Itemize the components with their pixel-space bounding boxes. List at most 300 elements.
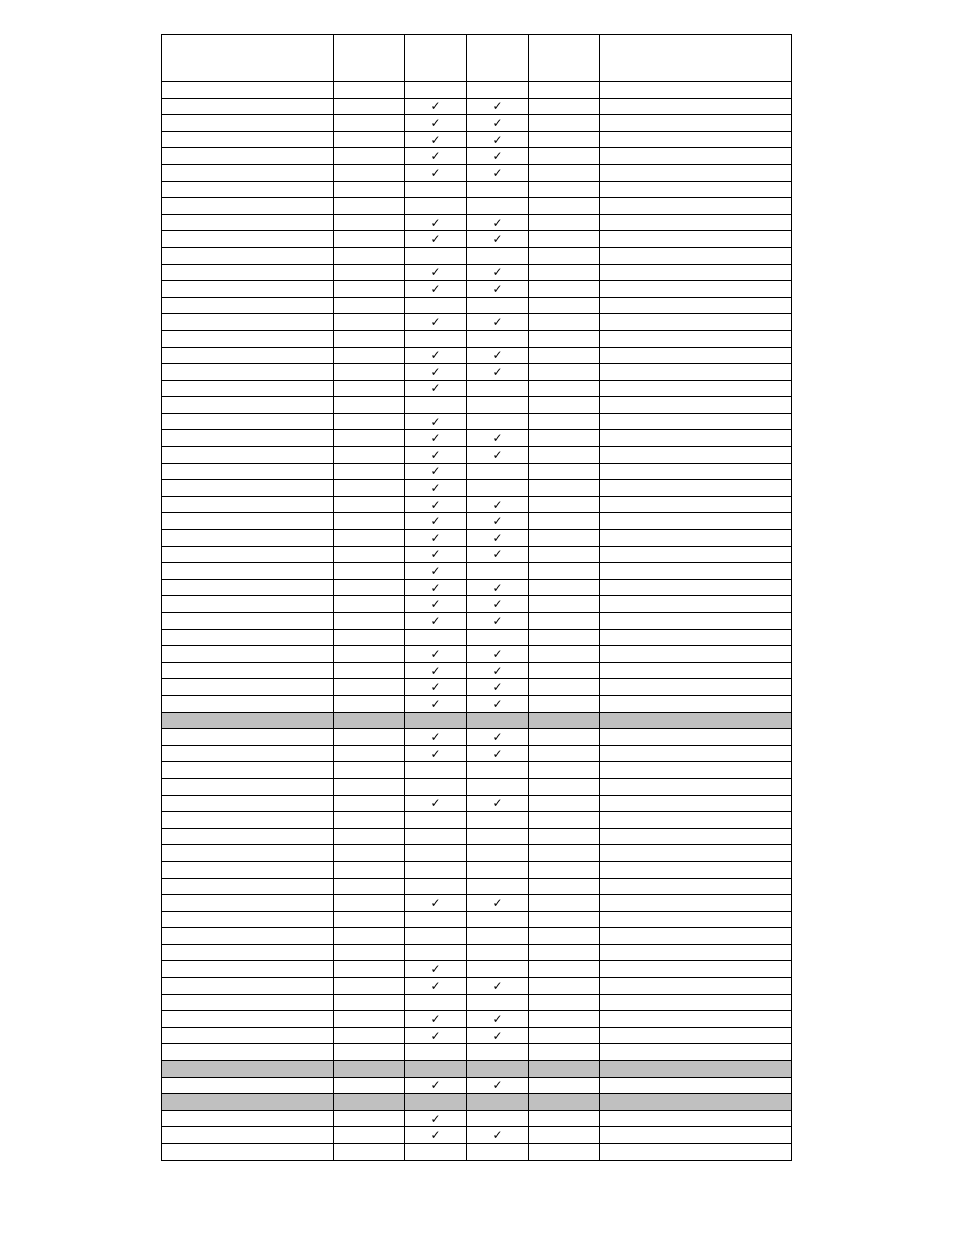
check-cell-a	[405, 795, 467, 812]
table-cell	[600, 546, 792, 563]
table-row	[162, 729, 792, 746]
table-row	[162, 1061, 792, 1078]
table-cell	[600, 563, 792, 580]
table-row	[162, 1044, 792, 1061]
table-row	[162, 1077, 792, 1094]
table-cell	[334, 712, 405, 729]
table-row	[162, 82, 792, 99]
table-cell	[529, 347, 600, 364]
table-row	[162, 380, 792, 397]
check-cell-b	[467, 1094, 529, 1111]
check-mark-icon: ✓	[430, 796, 441, 811]
check-mark-icon: ✓	[492, 530, 503, 545]
table-cell	[162, 695, 334, 712]
table-cell	[600, 214, 792, 231]
table-cell	[334, 563, 405, 580]
table-row	[162, 463, 792, 480]
check-cell-a	[405, 264, 467, 281]
table-cell	[334, 695, 405, 712]
table-cell	[600, 795, 792, 812]
table-cell	[600, 895, 792, 912]
table-cell	[529, 1110, 600, 1127]
check-mark-icon: ✓	[430, 431, 441, 446]
check-cell-a	[405, 961, 467, 978]
table-cell	[334, 778, 405, 795]
table-cell	[600, 978, 792, 995]
table-cell	[162, 1077, 334, 1094]
table-cell	[529, 364, 600, 381]
table-cell	[162, 961, 334, 978]
table-cell	[162, 712, 334, 729]
table-cell	[162, 397, 334, 414]
check-mark-icon: ✓	[430, 481, 441, 496]
table-cell	[529, 928, 600, 945]
check-cell-a	[405, 1110, 467, 1127]
check-mark-icon: ✓	[430, 978, 441, 993]
check-mark-icon: ✓	[430, 1028, 441, 1043]
table-row	[162, 613, 792, 630]
table-cell	[600, 1061, 792, 1078]
check-cell-b	[467, 447, 529, 464]
table-cell	[600, 596, 792, 613]
check-cell-a	[405, 1044, 467, 1061]
table-cell	[529, 1027, 600, 1044]
table-cell	[529, 413, 600, 430]
table-cell	[529, 82, 600, 99]
check-mark-icon: ✓	[430, 132, 441, 147]
check-cell-b	[467, 745, 529, 762]
table-cell	[600, 447, 792, 464]
check-mark-icon: ✓	[430, 348, 441, 363]
table-cell	[600, 513, 792, 530]
check-mark-icon: ✓	[430, 447, 441, 462]
table-row	[162, 978, 792, 995]
table-cell	[529, 181, 600, 198]
table-cell	[334, 928, 405, 945]
table-row	[162, 861, 792, 878]
table-cell	[162, 828, 334, 845]
table-cell	[334, 131, 405, 148]
check-mark-icon: ✓	[492, 696, 503, 711]
header-cell	[334, 35, 405, 82]
table-cell	[600, 1127, 792, 1144]
table-cell	[529, 447, 600, 464]
check-cell-b	[467, 978, 529, 995]
table-cell	[600, 845, 792, 862]
table-cell	[529, 131, 600, 148]
table-cell	[529, 231, 600, 248]
check-cell-a	[405, 762, 467, 779]
table-cell	[162, 496, 334, 513]
table-cell	[600, 496, 792, 513]
table-cell	[600, 762, 792, 779]
table-cell	[600, 413, 792, 430]
table-row	[162, 264, 792, 281]
check-mark-icon: ✓	[492, 132, 503, 147]
check-mark-icon: ✓	[430, 597, 441, 612]
check-cell-b	[467, 1061, 529, 1078]
table-cell	[162, 629, 334, 646]
check-cell-b	[467, 679, 529, 696]
check-cell-a	[405, 911, 467, 928]
table-cell	[334, 463, 405, 480]
table-row	[162, 1094, 792, 1111]
check-mark-icon: ✓	[430, 315, 441, 330]
table-row	[162, 961, 792, 978]
table-row	[162, 530, 792, 547]
check-mark-icon: ✓	[492, 580, 503, 595]
check-cell-b	[467, 1027, 529, 1044]
table-row	[162, 131, 792, 148]
check-mark-icon: ✓	[430, 530, 441, 545]
check-cell-a	[405, 430, 467, 447]
table-row	[162, 413, 792, 430]
table-row	[162, 347, 792, 364]
table-cell	[334, 181, 405, 198]
table-cell	[162, 264, 334, 281]
check-cell-b	[467, 613, 529, 630]
check-cell-b	[467, 297, 529, 314]
check-mark-icon: ✓	[430, 895, 441, 910]
table-cell	[162, 778, 334, 795]
table-row	[162, 762, 792, 779]
check-mark-icon: ✓	[430, 115, 441, 130]
table-cell	[600, 911, 792, 928]
table-cell	[162, 861, 334, 878]
check-cell-a	[405, 82, 467, 99]
table-cell	[334, 430, 405, 447]
table-cell	[334, 1094, 405, 1111]
table-cell	[600, 861, 792, 878]
table-cell	[529, 679, 600, 696]
check-mark-icon: ✓	[430, 1012, 441, 1027]
table-cell	[334, 530, 405, 547]
check-cell-b	[467, 911, 529, 928]
table-cell	[162, 662, 334, 679]
check-cell-b	[467, 878, 529, 895]
check-cell-a	[405, 1144, 467, 1161]
table-cell	[162, 281, 334, 298]
table-cell	[162, 98, 334, 115]
table-cell	[334, 812, 405, 829]
table-row	[162, 148, 792, 165]
check-cell-b	[467, 662, 529, 679]
table-cell	[162, 347, 334, 364]
check-cell-b	[467, 1011, 529, 1028]
table-cell	[162, 82, 334, 99]
check-mark-icon: ✓	[430, 1111, 441, 1126]
check-cell-a	[405, 347, 467, 364]
table-cell	[162, 563, 334, 580]
table-cell	[162, 181, 334, 198]
table-cell	[600, 115, 792, 132]
table-cell	[529, 712, 600, 729]
check-mark-icon: ✓	[492, 165, 503, 180]
table-cell	[162, 198, 334, 215]
check-cell-b	[467, 895, 529, 912]
check-cell-b	[467, 828, 529, 845]
check-cell-b	[467, 861, 529, 878]
table-row	[162, 695, 792, 712]
table-row	[162, 812, 792, 829]
check-cell-a	[405, 928, 467, 945]
table-cell	[334, 546, 405, 563]
table-row	[162, 596, 792, 613]
table-cell	[529, 563, 600, 580]
table-cell	[162, 1061, 334, 1078]
table-cell	[162, 994, 334, 1011]
table-row	[162, 795, 792, 812]
table-cell	[529, 314, 600, 331]
table-cell	[162, 928, 334, 945]
check-mark-icon: ✓	[430, 99, 441, 114]
table-cell	[334, 629, 405, 646]
table-cell	[334, 413, 405, 430]
table-cell	[529, 148, 600, 165]
table-cell	[600, 695, 792, 712]
table-cell	[334, 679, 405, 696]
check-mark-icon: ✓	[430, 497, 441, 512]
table-cell	[334, 231, 405, 248]
check-cell-a	[405, 397, 467, 414]
table-cell	[162, 1127, 334, 1144]
table-cell	[334, 115, 405, 132]
table-cell	[600, 264, 792, 281]
check-cell-b	[467, 430, 529, 447]
table-cell	[529, 579, 600, 596]
table-cell	[600, 380, 792, 397]
table-cell	[334, 264, 405, 281]
table-cell	[600, 729, 792, 746]
check-mark-icon: ✓	[492, 315, 503, 330]
table-cell	[529, 214, 600, 231]
check-mark-icon: ✓	[492, 497, 503, 512]
check-cell-b	[467, 579, 529, 596]
table-cell	[600, 330, 792, 347]
table-cell	[529, 895, 600, 912]
check-mark-icon: ✓	[430, 547, 441, 562]
check-mark-icon: ✓	[430, 464, 441, 479]
check-mark-icon: ✓	[430, 646, 441, 661]
check-mark-icon: ✓	[430, 414, 441, 429]
check-cell-b	[467, 264, 529, 281]
table-row	[162, 247, 792, 264]
table-cell	[162, 148, 334, 165]
table-cell	[162, 845, 334, 862]
check-cell-a	[405, 861, 467, 878]
check-mark-icon: ✓	[492, 265, 503, 280]
check-cell-a	[405, 745, 467, 762]
check-cell-a	[405, 1077, 467, 1094]
check-cell-b	[467, 463, 529, 480]
table-row	[162, 546, 792, 563]
table-cell	[529, 164, 600, 181]
table-row	[162, 297, 792, 314]
table-cell	[529, 530, 600, 547]
table-row	[162, 1144, 792, 1161]
table-row	[162, 496, 792, 513]
check-mark-icon: ✓	[430, 215, 441, 230]
table-cell	[334, 1144, 405, 1161]
check-cell-a	[405, 629, 467, 646]
table-cell	[334, 314, 405, 331]
table-cell	[529, 1077, 600, 1094]
check-mark-icon: ✓	[492, 232, 503, 247]
table-cell	[162, 1094, 334, 1111]
table-cell	[600, 131, 792, 148]
table-cell	[600, 1077, 792, 1094]
table-cell	[334, 198, 405, 215]
check-cell-b	[467, 845, 529, 862]
table-cell	[334, 496, 405, 513]
check-cell-b	[467, 729, 529, 746]
table-cell	[600, 928, 792, 945]
check-cell-b	[467, 413, 529, 430]
check-cell-b	[467, 231, 529, 248]
table-cell	[334, 944, 405, 961]
header-row	[162, 35, 792, 82]
check-cell-a	[405, 845, 467, 862]
table-cell	[600, 629, 792, 646]
check-mark-icon: ✓	[492, 149, 503, 164]
table-row	[162, 430, 792, 447]
table-cell	[529, 828, 600, 845]
check-cell-a	[405, 828, 467, 845]
check-cell-a	[405, 148, 467, 165]
check-cell-b	[467, 115, 529, 132]
table-cell	[162, 513, 334, 530]
table-cell	[162, 164, 334, 181]
check-cell-b	[467, 762, 529, 779]
table-row	[162, 330, 792, 347]
table-cell	[162, 413, 334, 430]
table-cell	[334, 1127, 405, 1144]
check-cell-b	[467, 596, 529, 613]
table-cell	[334, 297, 405, 314]
table-row	[162, 447, 792, 464]
check-mark-icon: ✓	[492, 1028, 503, 1043]
check-mark-icon: ✓	[492, 215, 503, 230]
check-cell-a	[405, 247, 467, 264]
table-cell	[334, 861, 405, 878]
table-cell	[600, 745, 792, 762]
table-cell	[529, 430, 600, 447]
check-cell-b	[467, 364, 529, 381]
table-cell	[334, 961, 405, 978]
table-cell	[529, 198, 600, 215]
table-row	[162, 480, 792, 497]
table-cell	[600, 164, 792, 181]
check-cell-b	[467, 944, 529, 961]
table-cell	[529, 98, 600, 115]
table-row	[162, 513, 792, 530]
check-mark-icon: ✓	[492, 613, 503, 628]
table-cell	[162, 1044, 334, 1061]
check-cell-a	[405, 1094, 467, 1111]
checklist-table	[161, 34, 792, 1161]
check-cell-b	[467, 181, 529, 198]
check-mark-icon: ✓	[430, 232, 441, 247]
check-mark-icon: ✓	[492, 646, 503, 661]
table-row	[162, 1011, 792, 1028]
table-cell	[529, 994, 600, 1011]
table-cell	[334, 447, 405, 464]
check-mark-icon: ✓	[430, 746, 441, 761]
table-cell	[529, 795, 600, 812]
table-cell	[529, 944, 600, 961]
table-cell	[334, 247, 405, 264]
table-row	[162, 662, 792, 679]
check-cell-a	[405, 895, 467, 912]
check-cell-a	[405, 181, 467, 198]
table-cell	[162, 214, 334, 231]
table-cell	[600, 347, 792, 364]
table-cell	[162, 911, 334, 928]
table-cell	[334, 480, 405, 497]
table-cell	[334, 330, 405, 347]
table-cell	[529, 264, 600, 281]
check-cell-a	[405, 413, 467, 430]
table-cell	[529, 480, 600, 497]
check-mark-icon: ✓	[492, 364, 503, 379]
table-cell	[334, 579, 405, 596]
table-cell	[529, 596, 600, 613]
table-row	[162, 878, 792, 895]
table-cell	[162, 878, 334, 895]
check-cell-a	[405, 1127, 467, 1144]
check-cell-b	[467, 148, 529, 165]
check-cell-b	[467, 695, 529, 712]
table-row	[162, 646, 792, 663]
table-row	[162, 98, 792, 115]
table-cell	[334, 646, 405, 663]
table-cell	[334, 98, 405, 115]
check-mark-icon: ✓	[492, 1078, 503, 1093]
check-mark-icon: ✓	[430, 265, 441, 280]
check-mark-icon: ✓	[492, 281, 503, 296]
table-cell	[162, 679, 334, 696]
table-cell	[162, 314, 334, 331]
table-row	[162, 198, 792, 215]
table-cell	[162, 1011, 334, 1028]
table-cell	[334, 82, 405, 99]
table-cell	[162, 546, 334, 563]
table-row	[162, 1027, 792, 1044]
table-cell	[334, 762, 405, 779]
table-cell	[162, 247, 334, 264]
table-row	[162, 712, 792, 729]
check-mark-icon: ✓	[492, 663, 503, 678]
table-cell	[529, 1094, 600, 1111]
check-cell-a	[405, 447, 467, 464]
check-cell-b	[467, 795, 529, 812]
check-cell-a	[405, 812, 467, 829]
check-cell-a	[405, 778, 467, 795]
table-cell	[529, 878, 600, 895]
check-cell-a	[405, 314, 467, 331]
table-row	[162, 563, 792, 580]
check-cell-a	[405, 98, 467, 115]
check-cell-b	[467, 397, 529, 414]
check-cell-a	[405, 480, 467, 497]
check-cell-b	[467, 480, 529, 497]
table-cell	[600, 314, 792, 331]
table-row	[162, 1127, 792, 1144]
check-mark-icon: ✓	[430, 514, 441, 529]
header-cell	[600, 35, 792, 82]
table-row	[162, 364, 792, 381]
table-cell	[600, 878, 792, 895]
